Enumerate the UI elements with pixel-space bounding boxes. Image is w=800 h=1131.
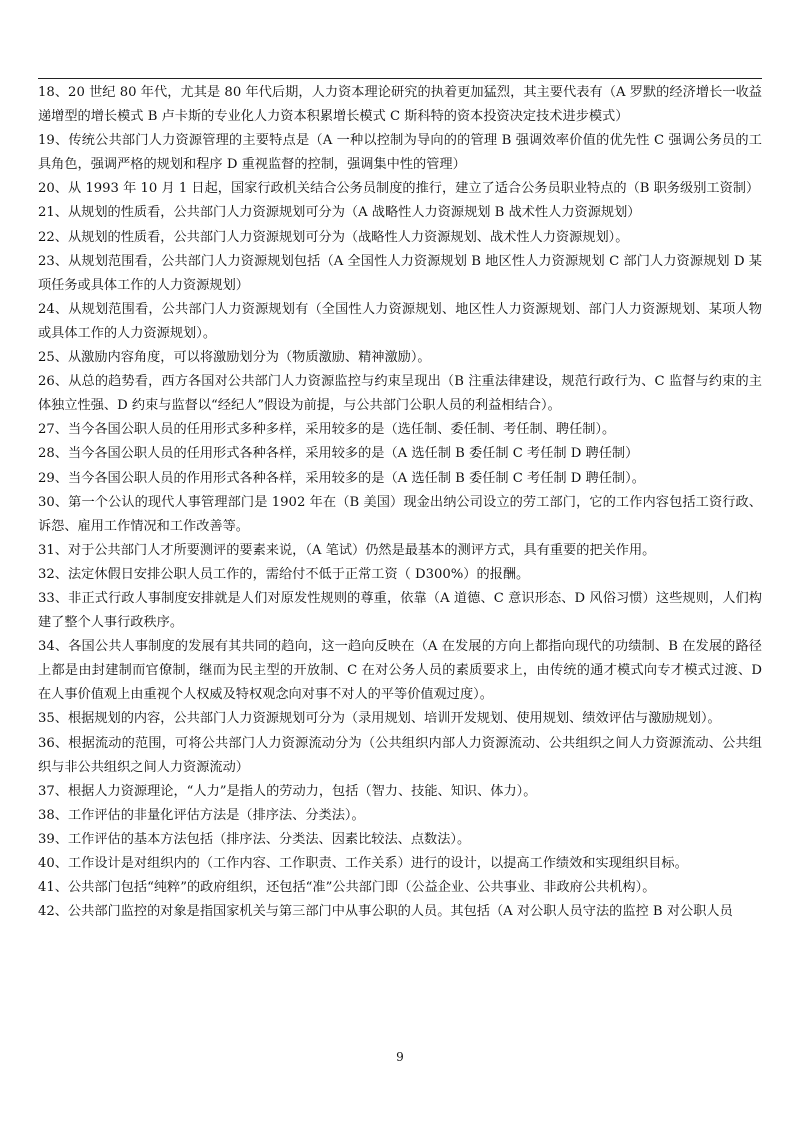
list-item: 27、当今各国公职人员的任用形式多种多样，采用较多的是（选任制、委任制、考任制、聘任制）。 [38, 422, 616, 438]
list-item: 23、从规划范围看，公共部门人力资源规划包括（A 全国性人力资源规划 B 地区性人力资源规划 C 部门人力资源规划 D 某项任务或具体工作的人力资源规划） [38, 253, 762, 293]
list-item: 35、根据规划的内容，公共部门人力资源规划可分为（录用规划、培训开发规划、使用规划、绩效评估与激励规划）。 [38, 711, 721, 727]
list-item: 32、法定休假日安排公职人员工作的，需给付不低于正常工资（ D300%）的报酬。 [38, 566, 530, 582]
page-number: 9 [396, 1050, 404, 1064]
header-rule [38, 78, 762, 79]
question-list [38, 81, 762, 924]
list-item: 41、公共部门包括“纯粹”的政府组织，还包括“准”公共部门即（公益企业、公共事业、非政府公共机构）。 [38, 880, 656, 896]
list-item: 39、工作评估的基本方法包括（排序法、分类法、因素比较法、点数法）。 [38, 831, 471, 847]
list-item: 30、第一个公认的现代人事管理部门是 1902 年在（B 美国）现金出纳公司设立的劳工部门，它的工作内容包括工资行政、诉怨、雇用工作情况和工作改善等。 [38, 494, 762, 534]
list-item: 29、当今各国公职人员的作用形式各种各样，采用较多的是（A 选任制 B 委任制 C 考任制 D 聘任制）。 [38, 470, 645, 486]
list-item: 38、工作评估的非量化评估方法是（排序法、分类法）。 [38, 807, 365, 823]
list-item: 22、从规划的性质看，公共部门人力资源规划可分为（战略性人力资源规划、战术性人力资源规划）。 [38, 229, 629, 245]
list-item: 42、公共部门监控的对象是指国家机关与第三部门中从事公职的人员。其包括（A 对公职人员守法的监控 B 对公职人员 [38, 904, 733, 920]
list-item: 25、从激励内容角度，可以将激励划分为（物质激励、精神激励）。 [38, 350, 431, 366]
list-item: 21、从规划的性质看，公共部门人力资源规划可分为（A 战略性人力资源规划 B 战术性人力资源规划） [38, 205, 641, 221]
list-item: 36、根据流动的范围，可将公共部门人力资源流动分为（公共组织内部人力资源流动、公共组织之间人力资源流动、公共组织与非公共组织之间人力资源流动） [38, 735, 762, 775]
list-item: 31、对于公共部门人才所要测评的要素来说，（A 笔试）仍然是最基本的测评方式，具有重要的把关作用。 [38, 542, 656, 558]
list-item: 37、根据人力资源理论，“人力”是指人的劳动力，包括（智力、技能、知识、体力）。 [38, 783, 537, 799]
list-item: 18、20 世纪 80 年代，尤其是 80 年代后期，人力资本理论研究的执着更加猛烈，其主要代表有（A 罗默的经济增长一收益递增型的增长模式 B 卢卡斯的专业化人力资本积累增长模式 C 斯科特的资本投资决定技术进步模式） [38, 85, 762, 125]
list-item: 33、非正式行政人事制度安排就是人们对原发性规则的尊重，依靠（A 道德、C 意识形态、D 风俗习惯）这些规则，人们构建了整个人事行政秩序。 [38, 590, 762, 631]
list-item: 19、传统公共部门人力资源管理的主要特点是（A 一种以控制为导向的的管理 B 强调效率价值的优先性 C 强调公务员的工具角色，强调严格的规划和程序 D 重视监督的控制，强调集中性的管理） [38, 133, 762, 173]
list-item: 20、从 1993 年 10 月 1 日起，国家行政机关结合公务员制度的推行，建立了适合公务员职业特点的（B 职务级别工资制） [38, 181, 760, 197]
list-item: 24、从规划范围看，公共部门人力资源规划有（全国性人力资源规划、地区性人力资源规划、部门人力资源规划、某项人物或具体工作的人力资源规划）。 [38, 301, 762, 341]
list-item: 28、当今各国公职人员的任用形式各种各样，采用较多的是（A 选任制 B 委任制 C 考任制 D 聘任制） [38, 446, 639, 462]
list-item: 34、各国公共人事制度的发展有其共同的趋向，这一趋向反映在（A 在发展的方向上都指向现代的功绩制、B 在发展的路径上都是由封建制而官僚制，继而为民主型的开放制、C 在对公务人员的素质要求上，由传统的通才模式向专才模式过渡、D 在人事价值观上由重视个人权威及特权观念向对事不对人的平等价值观过度）。 [38, 639, 762, 703]
list-item: 40、工作设计是对组织内的（工作内容、工作职责、工作关系）进行的设计，以提高工作绩效和实现组织目标。 [38, 856, 688, 871]
list-item: 26、从总的趋势看，西方各国对公共部门人力资源监控与约束呈现出（B 注重法律建设，规范行政行为、C 监督与约束的主体独立性强、D 约束与监督以“经纪人”假设为前提，与公共部门公职人员的利益相结合）。 [38, 374, 762, 414]
